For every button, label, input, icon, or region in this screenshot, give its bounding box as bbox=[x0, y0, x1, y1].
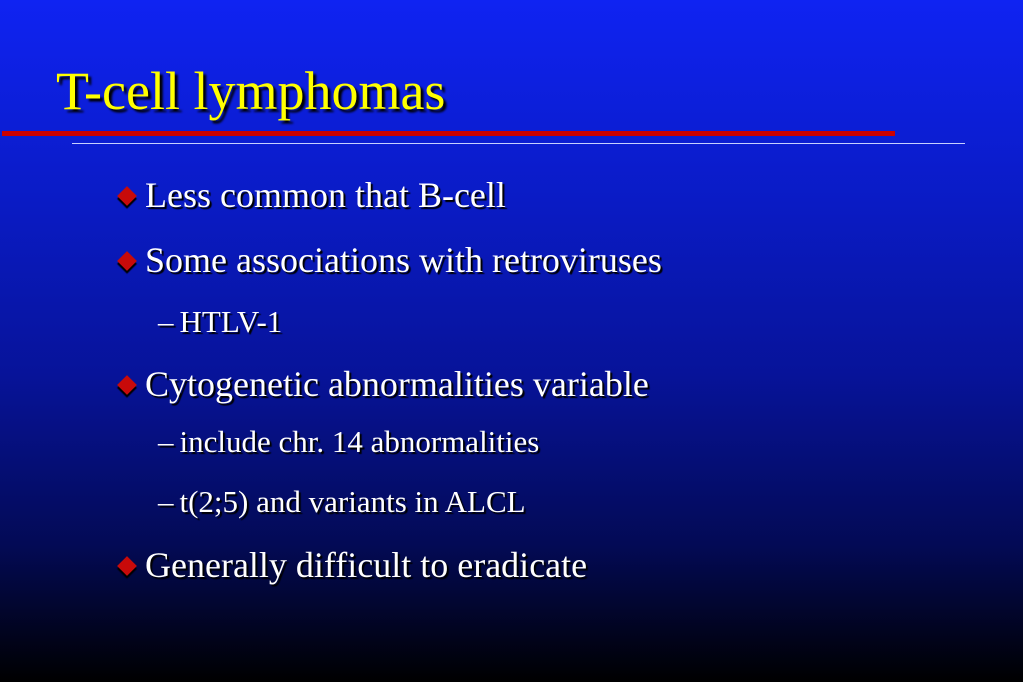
bullet-text: Less common that B-cell bbox=[145, 175, 506, 215]
sub-bullet-text: t(2;5) and variants in ALCL bbox=[179, 484, 526, 519]
bullet-item bbox=[116, 242, 662, 278]
sub-bullet-item bbox=[158, 426, 539, 457]
bullet-text: Cytogenetic abnormalities variable bbox=[145, 364, 649, 404]
diamond-bullet-icon bbox=[117, 375, 137, 395]
sub-bullet-dash: – bbox=[158, 484, 174, 519]
bullet-item bbox=[116, 366, 649, 402]
sub-bullet-item bbox=[158, 486, 526, 517]
diamond-bullet-icon bbox=[117, 556, 137, 576]
sub-bullet-item bbox=[158, 306, 282, 337]
sub-bullet-dash: – bbox=[158, 424, 174, 459]
bullet-text: Generally difficult to eradicate bbox=[145, 545, 588, 585]
sub-bullet-text: include chr. 14 abnormalities bbox=[179, 424, 540, 459]
sub-bullet-dash: – bbox=[158, 304, 174, 339]
bullet-item bbox=[116, 177, 506, 213]
bullet-item bbox=[116, 547, 587, 583]
slide-title: T-cell lymphomas bbox=[56, 61, 446, 121]
diamond-bullet-icon bbox=[117, 186, 137, 206]
sub-bullet-text: HTLV-1 bbox=[179, 304, 283, 339]
bullet-text: Some associations with retroviruses bbox=[145, 240, 662, 280]
diamond-bullet-icon bbox=[117, 251, 137, 271]
